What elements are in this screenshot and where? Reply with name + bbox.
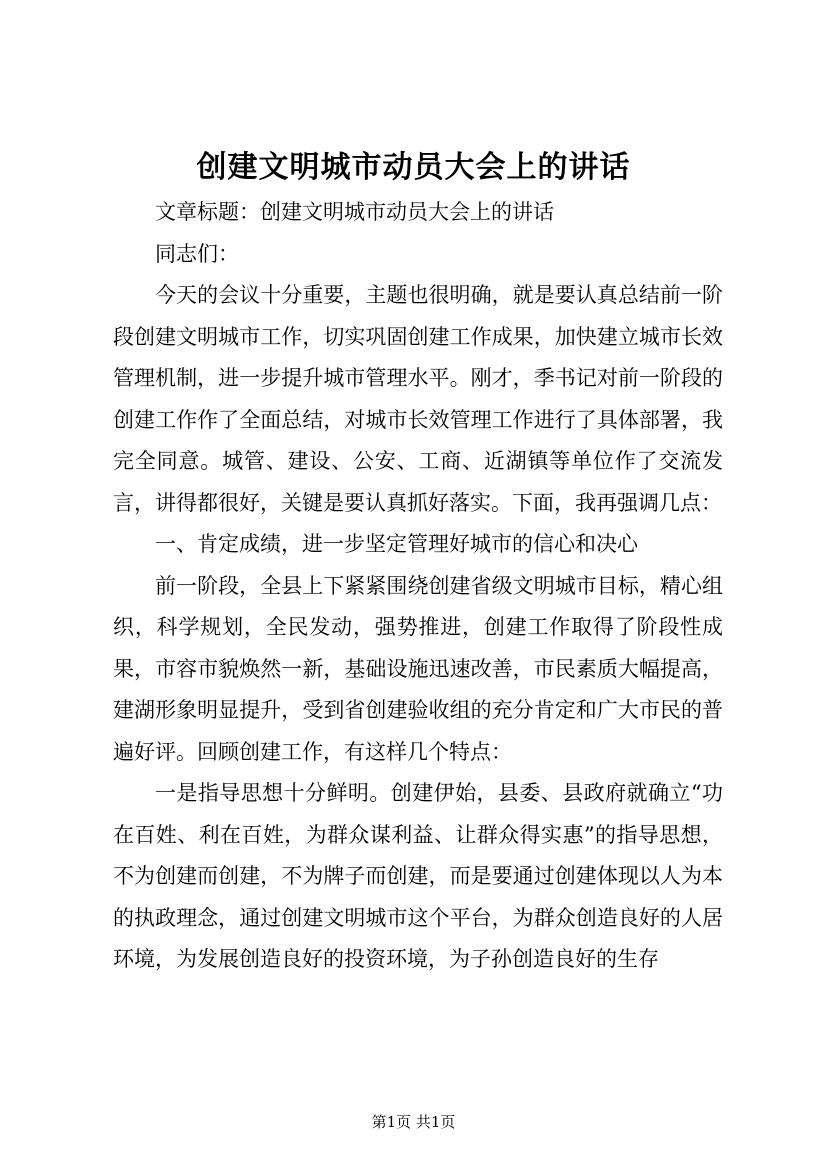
paragraph-intro: 今天的会议十分重要，主题也很明确，就是要认真总结前一阶段创建文明城市工作，切实巩固创建工作成果，加快建立城市长效管理机制，进一步提升城市管理水平。刚才，季书记对前一阶段的创建工作作了全面总结，对城市长效管理工作进行了具体部署，我完全同意。城管、建设、公安、工商、近湖镇等单位作了交流发言，讲得都很好，关键是要认真抓好落实。下面，我再强调几点： [113,283,723,515]
salutation: 同志们： [155,241,239,266]
paragraph-guiding-thought: 一是指导思想十分鲜明。创建伊始，县委、县政府就确立“功在百姓、利在百姓，为群众谋利益、让群众得实惠”的指导思想，不为创建而创建，不为牌子而创建，而是要通过创建体现以人为本的执政理念，通过创建文明城市这个平台，为群众创造良好的人居环境，为发展创造良好的投资环境，为子孙创造良好的生存 [113,781,723,971]
document-body [113,192,723,981]
article-title-line: 文章标题：创建文明城市动员大会上的讲话 [155,200,554,224]
section-heading-1: 一、肯定成绩，进一步坚定管理好城市的信心和决心 [155,532,638,556]
page-footer: 第1页 共1页 [371,1113,456,1131]
document-title: 创建文明城市动员大会上的讲话 [196,150,631,185]
paragraph-achievements: 前一阶段，全县上下紧紧围绕创建省级文明城市目标，精心组织，科学规划，全民发动，强势推进，创建工作取得了阶段性成果，市容市貌焕然一新，基础设施迅速改善，市民素质大幅提高，建湖形象明显提升，受到省创建验收组的充分肯定和广大市民的普遍好评。回顾创建工作，有这样几个特点： [113,573,723,764]
